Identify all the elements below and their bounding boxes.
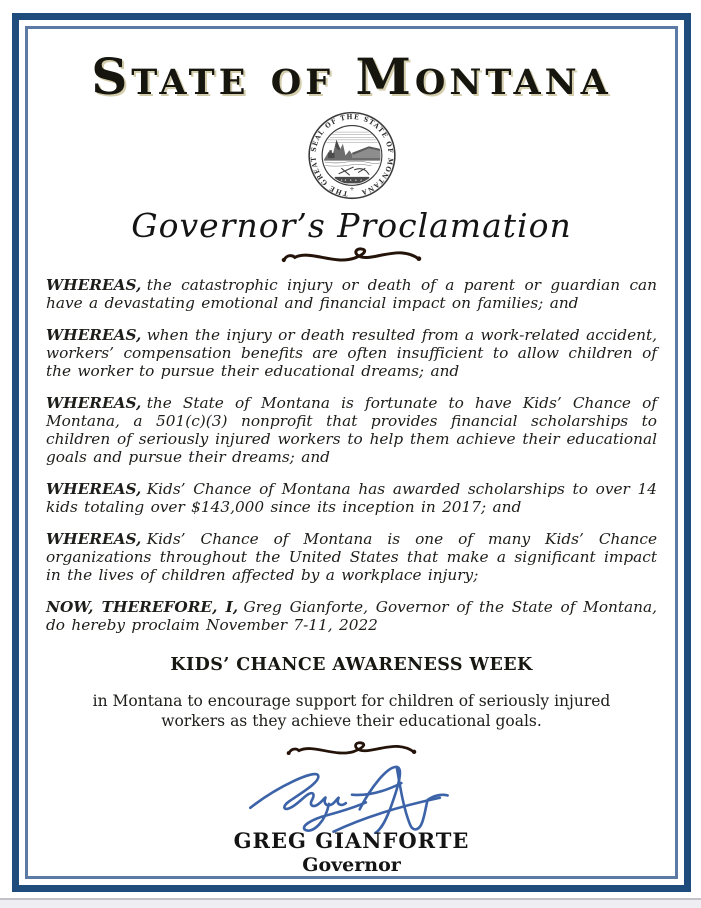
- whereas-paragraph: [46, 480, 657, 516]
- proclamation-body: [46, 276, 657, 649]
- page-bottom-edge: [0, 898, 701, 908]
- signer-role: Governor: [302, 854, 401, 876]
- now-therefore-paragraph: [46, 598, 657, 634]
- whereas-paragraph: [46, 530, 657, 584]
- document-border-outer: [12, 13, 691, 892]
- whereas-lead: WHEREAS,: [46, 325, 142, 344]
- whereas-paragraph: [46, 326, 657, 380]
- whereas-lead: WHEREAS,: [46, 393, 142, 412]
- whereas-text: Kids’ Chance of Montana has awarded scholarships to over 14 kids totaling over $143,000 since its inception in 2017; and: [46, 480, 657, 517]
- document-border-inner: [25, 26, 678, 879]
- montana-state-seal-image: [282, 110, 422, 201]
- whereas-paragraph: [46, 394, 657, 466]
- seal-cross-ornament: ✛: [349, 186, 354, 193]
- governor-signature-image: [212, 760, 492, 834]
- seal-circular-text: THE GREAT SEAL OF THE STATE OF MONTANA: [308, 112, 394, 198]
- proclaimed-event-heading: KIDS’ CHANCE AWARENESS WEEK: [170, 655, 533, 676]
- closing-statement: in Montana to encourage support for children of seriously injured workers as they achieve their educational goals.: [92, 692, 611, 730]
- whereas-lead: WHEREAS,: [46, 530, 142, 549]
- flourish-ornament-bottom: [236, 741, 468, 758]
- whereas-lead: WHEREAS,: [46, 480, 142, 499]
- proclamation-title: Governor’s Proclamation: [131, 206, 572, 246]
- whereas-text: the State of Montana is fortunate to have Kids’ Chance of Montana, a 501(c)(3) nonprofit that provides financial scholarships to children of seriously injured workers to help them achieve their educational goals and pursue their dreams; and: [46, 393, 657, 466]
- whereas-lead: WHEREAS,: [46, 275, 142, 294]
- signer-name: GREG GIANFORTE: [233, 828, 470, 853]
- whereas-paragraph: [46, 276, 657, 312]
- seal-landscape-art: [323, 132, 380, 183]
- whereas-text: when the injury or death resulted from a work-related accident, workers’ compensation benefits are often insufficient to allow children of the worker to pursue their educational dreams; and: [46, 325, 657, 380]
- now-therefore-text: Greg Gianforte, Governor of the State of Montana, do hereby proclaim November 7-11, 2022: [46, 598, 657, 635]
- now-therefore-lead: NOW, THEREFORE, I,: [46, 598, 239, 617]
- whereas-text: Kids’ Chance of Montana is one of many Kids’ Chance organizations throughout the United States that make a significant impact in the lives of children affected by a workplace injury;: [46, 530, 657, 585]
- page-title: State of Montana: [91, 47, 612, 106]
- whereas-text: the catastrophic injury or death of a parent or guardian can have a devastating emotional and financial impact on families; and: [46, 275, 657, 312]
- flourish-ornament-top: [236, 247, 468, 265]
- signature-block: [212, 760, 492, 876]
